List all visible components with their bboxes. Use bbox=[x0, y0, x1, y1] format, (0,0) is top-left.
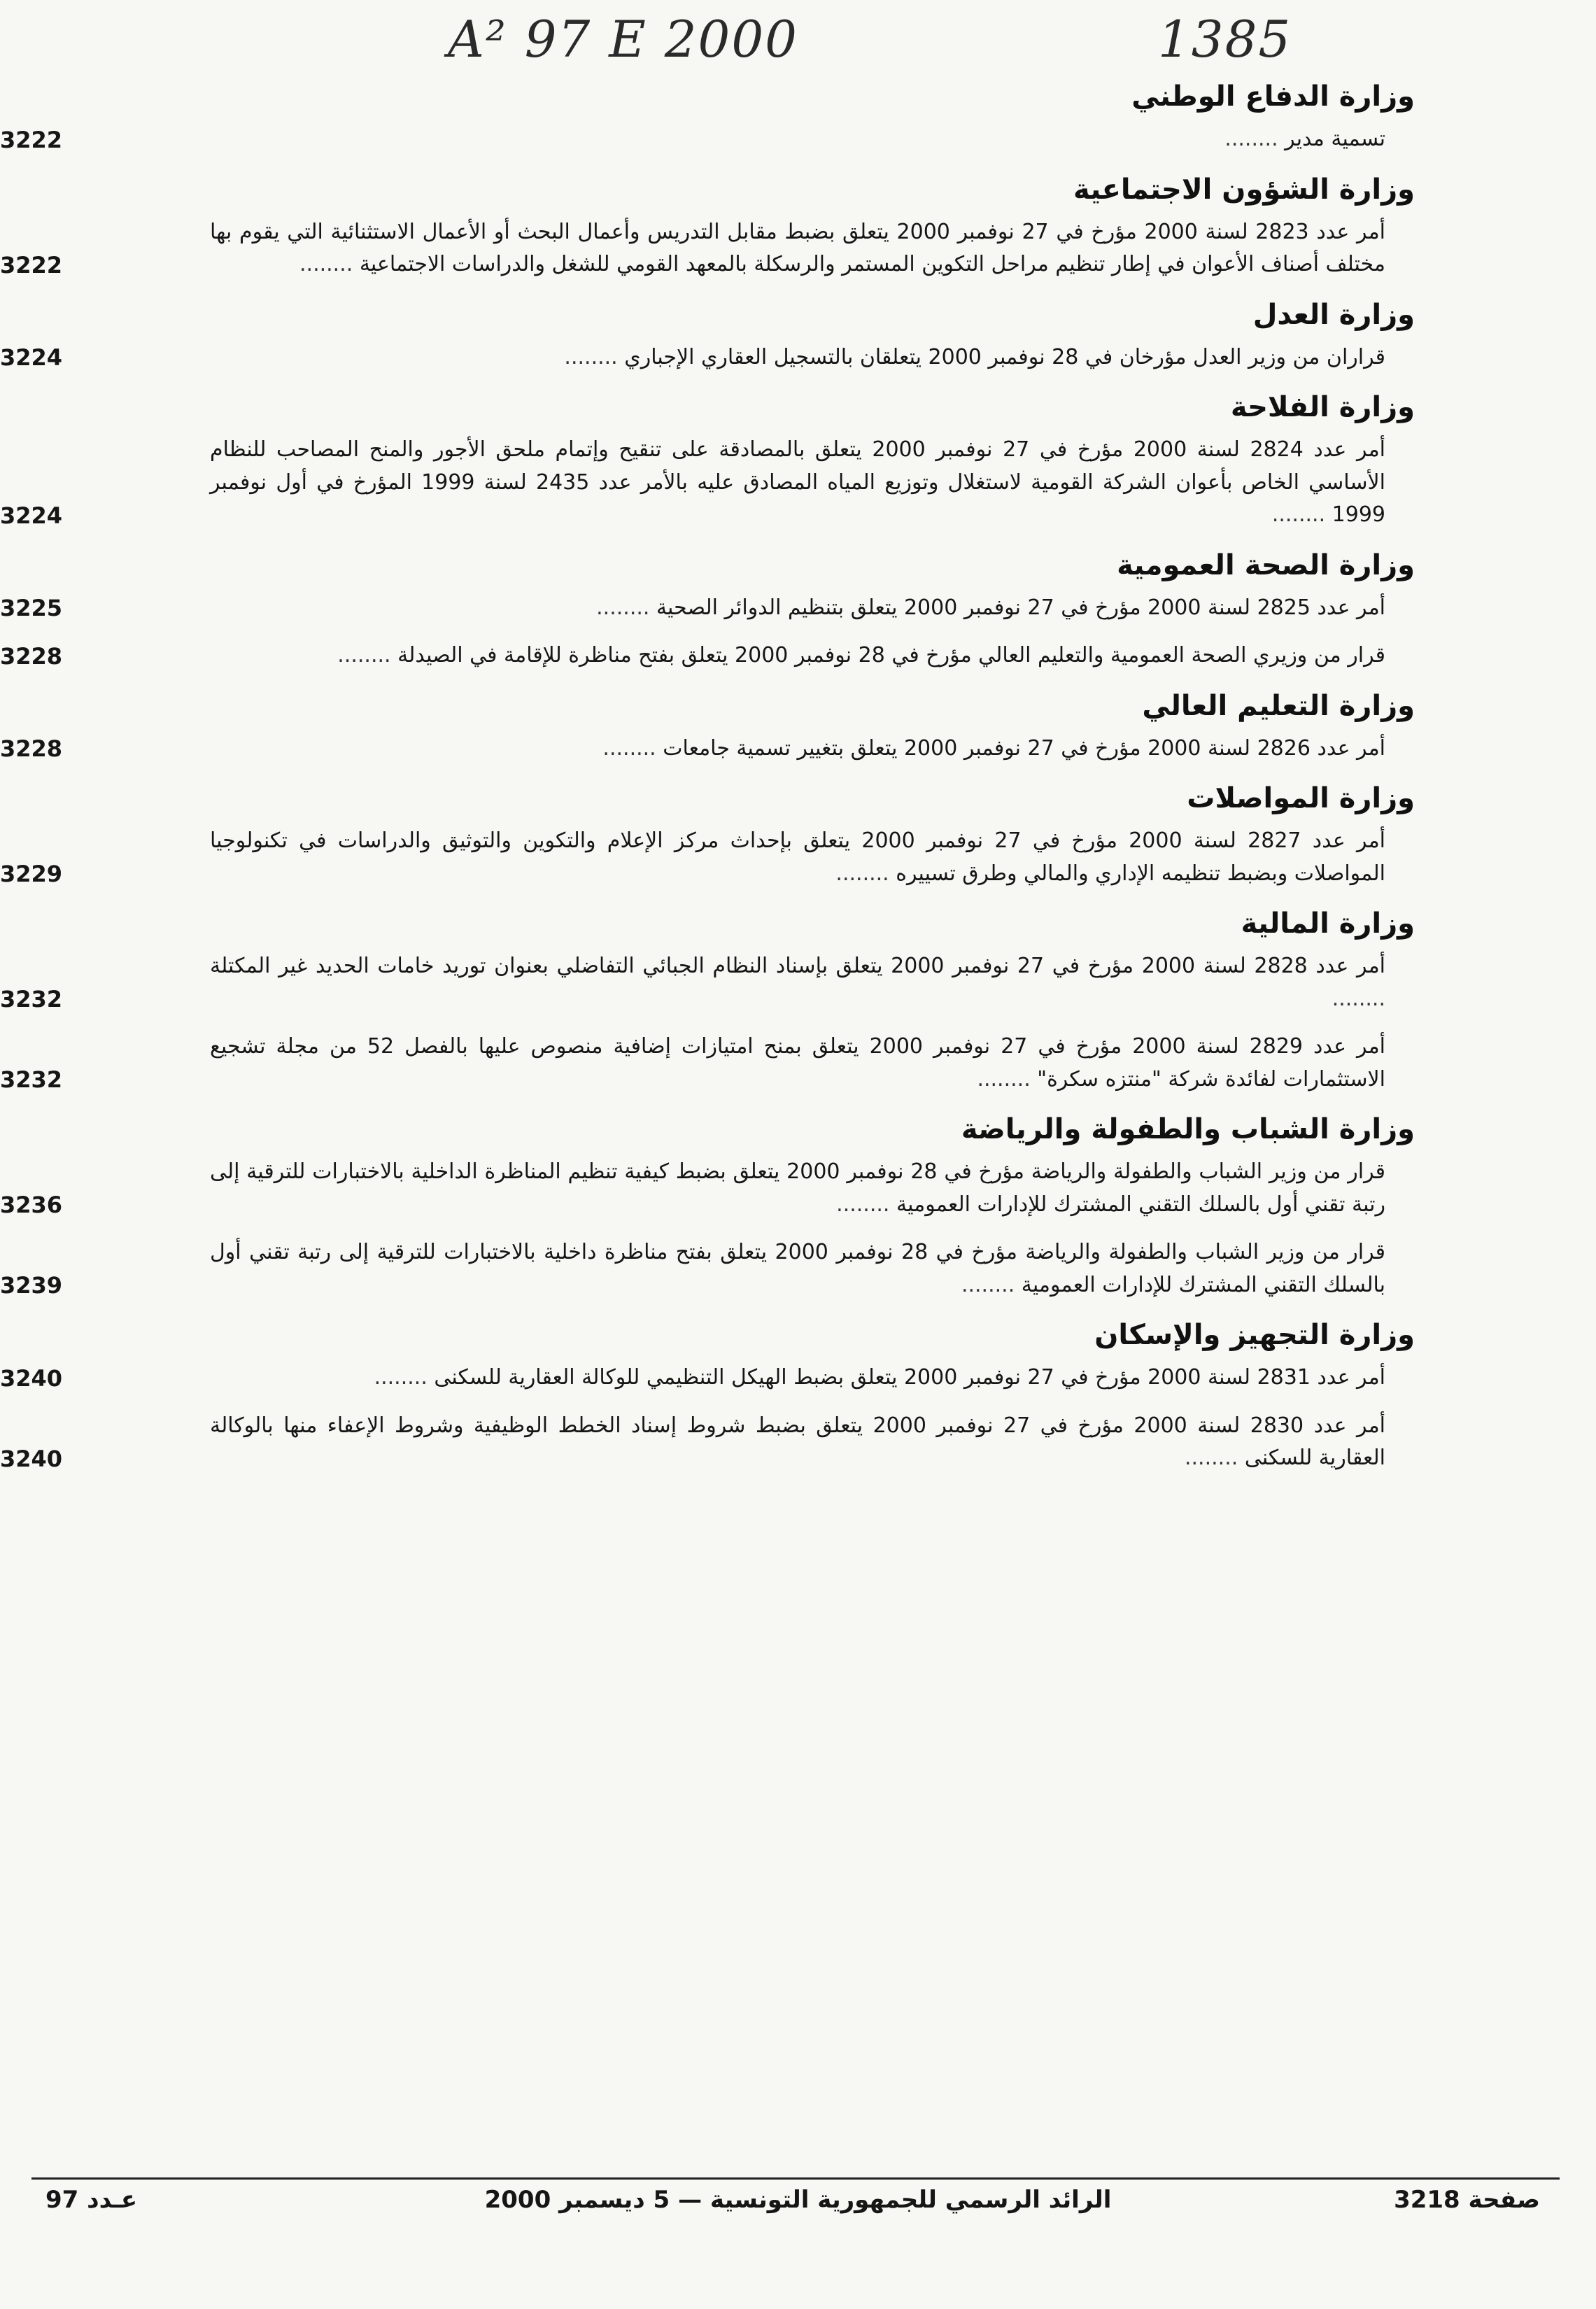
entry-page-number: 3228 bbox=[0, 642, 63, 670]
entry-description bbox=[210, 341, 1385, 374]
ministry-section bbox=[0, 297, 1415, 374]
entry-description bbox=[210, 1156, 1385, 1221]
ministry-section bbox=[0, 78, 1415, 156]
entry-text: أمر عدد 2827 لسنة 2000 مؤرخ في 27 نوفمبر 2000 يتعلق بإحداث مركز الإعلام والتكوين والتوثيق والدراسات في تكنولوجيا المواصلات وبضبط تنظيمه الإداري والمالي وطرق تسييره bbox=[210, 828, 1386, 886]
entry-description bbox=[210, 1236, 1385, 1301]
leader-dots: ........ bbox=[1271, 502, 1332, 527]
entry-text: أمر عدد 2826 لسنة 2000 مؤرخ في 27 نوفمبر 2000 يتعلق بتغيير تسمية جامعات bbox=[663, 735, 1385, 761]
ministry-title: وزارة المواصلات bbox=[1187, 782, 1415, 814]
ministry-section bbox=[0, 688, 1415, 765]
ministry-section bbox=[0, 547, 1415, 672]
entry-page-number: 3240 bbox=[0, 1445, 63, 1472]
entry-text: قراران من وزير العدل مؤرخان في 28 نوفمبر 2000 يتعلقان بالتسجيل العقاري الإجباري bbox=[624, 344, 1385, 369]
entry-page-number: 3225 bbox=[0, 595, 63, 621]
ministry-section bbox=[0, 171, 1415, 281]
ministry-section bbox=[0, 1111, 1415, 1301]
ministry-title: وزارة التعليم العالي bbox=[1142, 689, 1415, 722]
leader-dots: ........ bbox=[1224, 127, 1285, 151]
entry-page-number: 3228 bbox=[0, 735, 63, 762]
entry-description bbox=[210, 825, 1385, 890]
toc-entry bbox=[0, 1236, 1386, 1301]
entry-page-number: 3239 bbox=[0, 1272, 63, 1299]
leader-dots: ........ bbox=[299, 252, 360, 276]
entry-page-number: 3240 bbox=[0, 1364, 63, 1392]
entry-text: أمر عدد 2830 لسنة 2000 مؤرخ في 27 نوفمبر 2000 يتعلق بضبط شروط إسناد الخطط الوظيفية وشروط الإعفاء منها بالوكالة العقارية للسكنى bbox=[210, 1413, 1385, 1470]
toc-entry bbox=[0, 950, 1385, 1015]
entry-description bbox=[210, 434, 1385, 532]
entry-description bbox=[210, 950, 1385, 1015]
toc-entry bbox=[0, 123, 1385, 156]
entry-text: أمر عدد 2823 لسنة 2000 مؤرخ في 27 نوفمبر 2000 يتعلق بضبط مقابل التدريس وأعمال البحث أو الأعمال الاستثنائية التي يقوم بها مختلف أصناف الأعوان في إطار تنظيم مراحل التكوين المستمر والرسكلة بالمعهد القومي للشغل والدراسات الاجتماعية bbox=[210, 219, 1385, 276]
ministry-title: وزارة التجهيز والإسكان bbox=[1094, 1319, 1415, 1351]
toc-entry bbox=[0, 825, 1386, 890]
leader-dots: ........ bbox=[1184, 1446, 1245, 1470]
toc-entry bbox=[0, 1362, 1385, 1394]
leader-dots: ........ bbox=[835, 861, 896, 886]
entry-text: قرار من وزير الشباب والطفولة والرياضة مؤرخ في 28 نوفمبر 2000 يتعلق بفتح مناظرة داخلية بالاختبارات للترقية إلى رتبة تقني أول بالسلك التقني المشترك للإدارات العمومية bbox=[210, 1240, 1386, 1297]
ministry-title: وزارة المالية bbox=[1241, 908, 1415, 940]
entry-description bbox=[210, 1362, 1385, 1394]
leader-dots: ........ bbox=[596, 595, 656, 620]
leader-dots: ........ bbox=[1332, 986, 1385, 1011]
entry-text: قرار من وزير الشباب والطفولة والرياضة مؤرخ في 28 نوفمبر 2000 يتعلق بضبط كيفية تنظيم المناظرة الداخلية بالاختبارات للترقية إلى رتبة تقني أول بالسلك التقني المشترك للإدارات العمومية bbox=[210, 1159, 1385, 1217]
leader-dots: ........ bbox=[374, 1365, 435, 1390]
leader-dots: ........ bbox=[564, 344, 625, 369]
entry-description bbox=[210, 733, 1385, 765]
entry-page-number: 3232 bbox=[0, 986, 63, 1012]
entry-page-number: 3224 bbox=[0, 344, 63, 371]
ministry-section bbox=[0, 780, 1415, 890]
ministry-title: وزارة العدل bbox=[1252, 298, 1415, 331]
toc-entry bbox=[0, 1031, 1386, 1096]
entry-text: أمر عدد 2825 لسنة 2000 مؤرخ في 27 نوفمبر 2000 يتعلق بتنظيم الدوائر الصحية bbox=[656, 595, 1385, 620]
ministry-section bbox=[0, 1317, 1415, 1475]
entry-page-number: 3229 bbox=[0, 861, 63, 887]
toc-entry bbox=[0, 341, 1385, 374]
footer-issue-number: عـدد 97 bbox=[45, 2186, 138, 2214]
footer-divider bbox=[31, 2177, 1560, 2180]
ministry-section bbox=[0, 905, 1415, 1096]
entry-description bbox=[210, 123, 1385, 156]
toc-entry bbox=[0, 640, 1385, 672]
toc-entry bbox=[0, 1410, 1385, 1475]
toc-entry bbox=[0, 733, 1385, 765]
entry-text: قرار من وزيري الصحة العمومية والتعليم العالي مؤرخ في 28 نوفمبر 2000 يتعلق بفتح مناظرة للإقامة في الصيدلة bbox=[397, 643, 1385, 668]
ministry-title: وزارة الشؤون الاجتماعية bbox=[1073, 173, 1415, 206]
leader-dots: ........ bbox=[602, 735, 663, 761]
entry-page-number: 3236 bbox=[0, 1192, 63, 1218]
entry-text: أمر عدد 2829 لسنة 2000 مؤرخ في 27 نوفمبر 2000 يتعلق بمنح امتيازات إضافية منصوص عليها بالفصل 52 من مجلة تشجيع الاستثمارات لفائدة شركة "منتزه سكرة" bbox=[210, 1034, 1386, 1092]
entry-description bbox=[210, 592, 1385, 625]
footer-page-number: صفحة 3218 bbox=[1394, 2186, 1540, 2214]
toc-entry bbox=[0, 434, 1385, 532]
toc-entry bbox=[0, 216, 1385, 281]
entry-description bbox=[210, 640, 1385, 672]
entry-page-number: 3222 bbox=[0, 126, 63, 153]
entry-text: أمر عدد 2828 لسنة 2000 مؤرخ في 27 نوفمبر 2000 يتعلق بإسناد النظام الجبائي التفاضلي بعنوان توريد خامات الحديد غير المكتلة bbox=[210, 954, 1385, 978]
entry-page-number: 3232 bbox=[0, 1066, 63, 1093]
entry-text: أمر عدد 2831 لسنة 2000 مؤرخ في 27 نوفمبر 2000 يتعلق بضبط الهيكل التنظيمي للوكالة العقارية للسكنى bbox=[434, 1365, 1385, 1390]
leader-dots: ........ bbox=[836, 1192, 896, 1217]
leader-dots: ........ bbox=[977, 1066, 1038, 1092]
footer-publication-title: الرائد الرسمي للجمهورية التونسية — 5 ديسمبر 2000 bbox=[484, 2186, 1112, 2214]
entry-description bbox=[210, 1031, 1385, 1096]
ministry-title: وزارة الشباب والطفولة والرياضة bbox=[961, 1113, 1415, 1145]
ministry-title: وزارة الفلاحة bbox=[1230, 391, 1415, 423]
entry-text: أمر عدد 2824 لسنة 2000 مؤرخ في 27 نوفمبر 2000 يتعلق بالمصادقة على تنقيح وإتمام ملحق الأجور والمنح المصاحب للنظام الأساسي الخاص بأعوان الشركة القومية لاستغلال وتوزيع المياه المصادق عليه بالأمر عدد 2435 لسنة 1999 المؤرخ في أول نوفمبر 1999 bbox=[210, 437, 1385, 527]
leader-dots: ........ bbox=[337, 643, 398, 668]
handwritten-archive-code: A² 97 E 2000 bbox=[448, 10, 798, 69]
entry-description bbox=[210, 216, 1385, 281]
ministry-section bbox=[0, 389, 1415, 532]
leader-dots: ........ bbox=[961, 1272, 1022, 1297]
toc-entry bbox=[0, 592, 1385, 625]
ministry-title: وزارة الصحة العمومية bbox=[1117, 549, 1415, 581]
entry-page-number: 3224 bbox=[0, 502, 63, 529]
toc-entry bbox=[0, 1156, 1385, 1221]
entry-description bbox=[210, 1410, 1385, 1475]
table-of-contents bbox=[0, 78, 1415, 1490]
entry-page-number: 3222 bbox=[0, 251, 63, 278]
entry-text: تسمية مدير bbox=[1285, 127, 1385, 151]
ministry-title: وزارة الدفاع الوطني bbox=[1131, 80, 1415, 113]
handwritten-archive-number: 1385 bbox=[1158, 10, 1292, 69]
